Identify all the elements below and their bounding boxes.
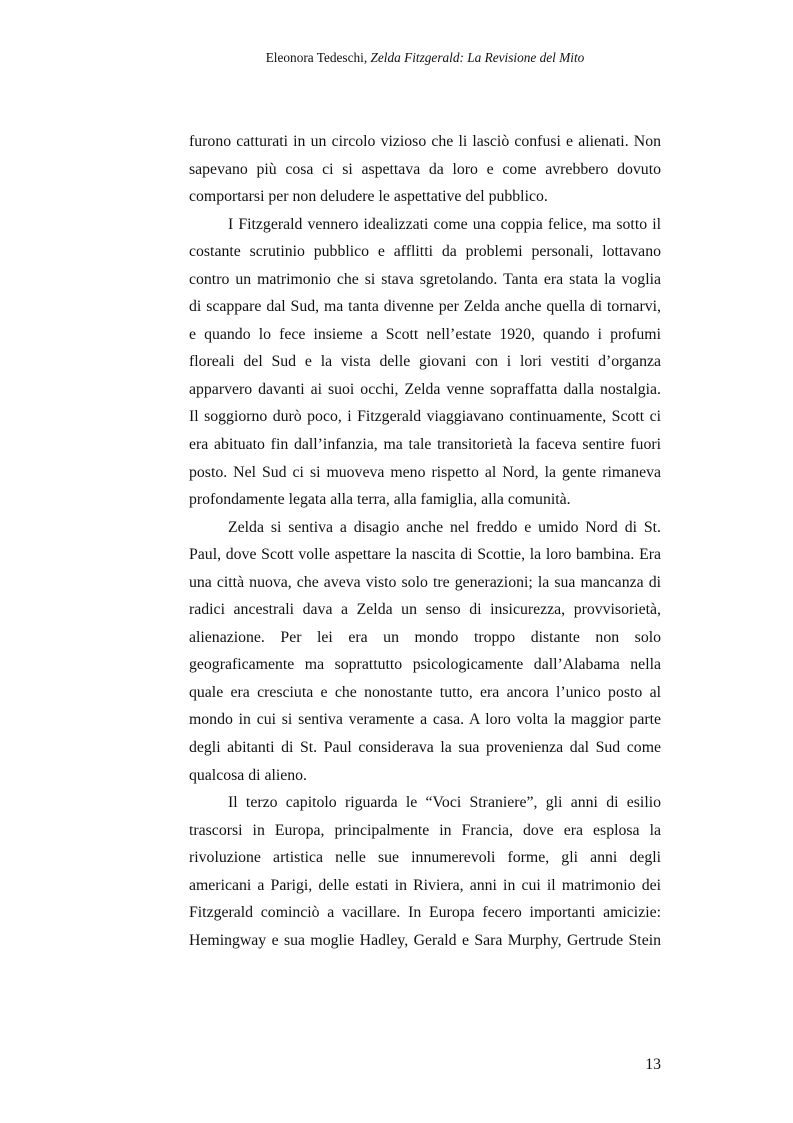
running-header xyxy=(189,48,661,68)
text-line: quale era cresciuta e che nonostante tutto, era ancora l’unico posto al xyxy=(189,683,661,701)
text-line: mondo in cui si sentiva veramente a casa. A loro volta la maggior parte xyxy=(189,711,661,729)
header-author: Eleonora Tedeschi, xyxy=(265,50,368,65)
text-line: alienazione. Per lei era un mondo troppo distante non solo xyxy=(189,628,661,646)
text-line: trascorsi in Europa, principalmente in Francia, dove era esplosa la xyxy=(189,821,661,839)
text-line: radici ancestrali dava a Zelda un senso di insicurezza, provvisorietà, xyxy=(189,601,661,619)
text-line: americani a Parigi, delle estati in Riviera, anni in cui il matrimonio dei xyxy=(189,876,661,894)
body-text xyxy=(189,128,661,954)
text-line: profondamente legata alla terra, alla famiglia, alla comunità. xyxy=(189,491,571,509)
text-line: era abituato fin dall’infanzia, ma tale transitorietà la faceva sentire fuori xyxy=(189,436,661,454)
text-line: Zelda si sentiva a disagio anche nel freddo e umido Nord di St. xyxy=(228,518,661,536)
paragraph xyxy=(189,789,661,954)
page-number: 13 xyxy=(645,1056,661,1073)
text-line: Fitzgerald cominciò a vacillare. In Europa fecero importanti amicizie: xyxy=(189,904,661,922)
text-line: posto. Nel Sud ci si muoveva meno rispetto al Nord, la gente rimaneva xyxy=(189,463,661,481)
text-line: degli abitanti di St. Paul considerava la sua provenienza dal Sud come xyxy=(189,739,661,757)
text-line: rivoluzione artistica nelle sue innumerevoli forme, gli anni degli xyxy=(189,849,661,867)
text-line: floreali del Sud e la vista delle giovani con i lori vestiti d’organza xyxy=(189,353,661,371)
text-line: comportarsi per non deludere le aspettative del pubblico. xyxy=(189,188,548,206)
text-line: di scappare dal Sud, ma tanta divenne per Zelda anche quella di tornarvi, xyxy=(189,298,661,316)
text-line: qualcosa di alieno. xyxy=(189,766,307,784)
text-line: Paul, dove Scott volle aspettare la nascita di Scottie, la loro bambina. Era xyxy=(189,546,661,564)
header-title: Zelda Fitzgerald: La Revisione del Mito xyxy=(370,50,585,65)
text-line: furono catturati in un circolo vizioso che li lasciò confusi e alienati. Non xyxy=(189,133,661,150)
paragraph xyxy=(189,514,661,789)
paragraph xyxy=(189,128,661,211)
text-line: costante scrutinio pubblico e afflitti da problemi personali, lottavano xyxy=(189,243,661,261)
paragraph xyxy=(189,211,661,514)
text-line: apparvero davanti ai suoi occhi, Zelda venne sopraffatta dalla nostalgia. xyxy=(189,380,661,398)
text-line: I Fitzgerald vennero idealizzati come una coppia felice, ma sotto il xyxy=(228,215,661,233)
text-line: e quando lo fece insieme a Scott nell’estate 1920, quando i profumi xyxy=(189,325,661,343)
text-line: sapevano più cosa ci si aspettava da loro e come avrebbero dovuto xyxy=(189,160,661,178)
text-line: Il soggiorno durò poco, i Fitzgerald viaggiavano continuamente, Scott ci xyxy=(189,408,661,426)
text-line: geograficamente ma soprattutto psicologicamente dall’Alabama nella xyxy=(189,656,661,674)
text-line: una città nuova, che aveva visto solo tre generazioni; la sua mancanza di xyxy=(189,573,661,591)
text-line: contro un matrimonio che si stava sgretolando. Tanta era stata la voglia xyxy=(189,270,661,288)
text-line: Hemingway e sua moglie Hadley, Gerald e Sara Murphy, Gertrude Stein xyxy=(189,931,661,949)
text-line: Il terzo capitolo riguarda le “Voci Straniere”, gli anni di esilio xyxy=(228,794,661,812)
